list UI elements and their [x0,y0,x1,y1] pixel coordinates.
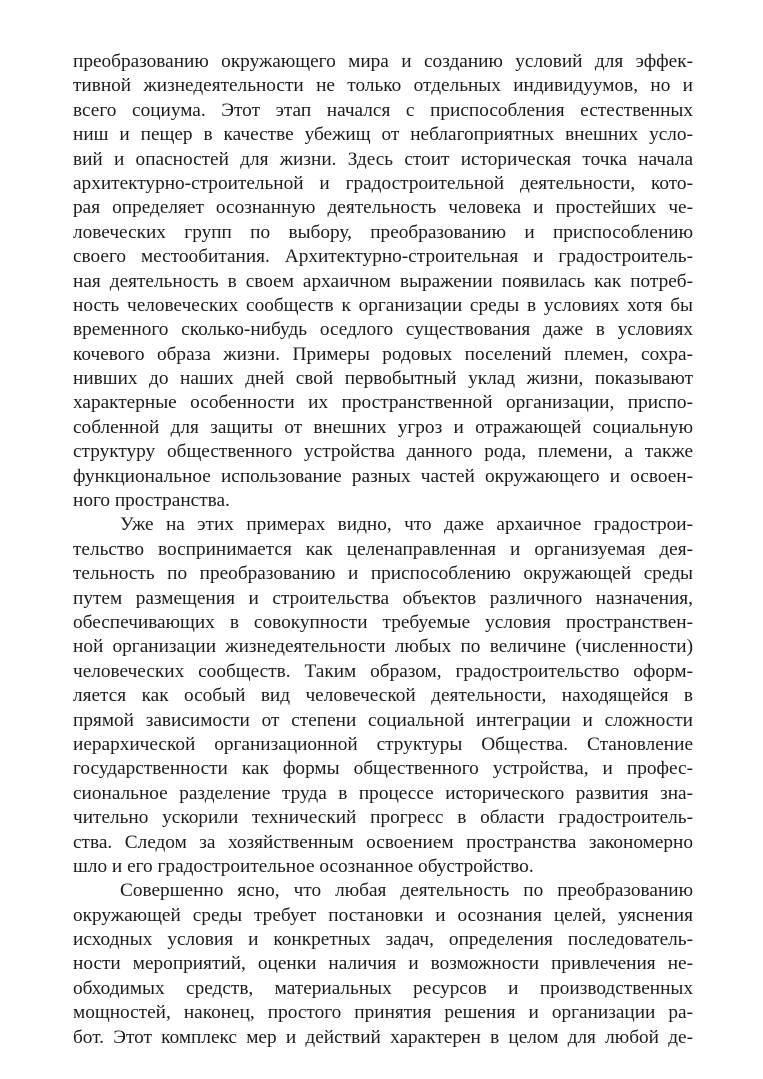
text-line: функциональное использование разных частей окружающего и освоен- [73,465,693,487]
text-line: ного пространства. [73,490,230,512]
document-page [73,50,693,1050]
text-line: тельность по преобразованию и приспособлению окружающей среды [73,563,693,585]
text-line: ной организации жизнедеятельности любых по величине (численности) [73,636,693,658]
text-line: преобразованию окружающего мира и созданию условий для эффек- [73,51,693,72]
text-line: ность человеческих сообществ к организации среды в условиях хотя бы [73,294,693,316]
text-line: Совершенно ясно, что любая деятельность по преобразованию [120,880,693,902]
text-line: бот. Этот комплекс мер и действий характерен в целом для любой де- [73,1026,693,1048]
text-line: характерные особенности их пространственной организации, приспо- [73,392,693,414]
text-line: рая определяет осознанную деятельность человека и простейших че- [73,197,693,219]
text-line: структуру общественного устройства данного рода, племени, а также [73,441,693,463]
text-line: ства. Следом за хозяйственным освоением пространства закономерно [73,831,693,853]
text-line: тельство воспринимается как целенаправленная и организуемая дея- [73,538,693,560]
text-line: сиональное разделение труда в процессе исторического развития зна- [73,782,693,804]
text-line: окружающей среды требует постановки и осознания целей, уяснения [73,904,693,926]
text-line: Уже на этих примерах видно, что даже архаичное градострои- [120,514,693,536]
text-line: тивной жизнедеятельности не только отдельных индивидуумов, но и [73,75,693,97]
text-line: прямой зависимости от степени социальной интеграции и сложности [73,709,693,731]
text-line: ности мероприятий, оценки наличия и возможности привлечения не- [73,953,693,975]
text-line: всего социума. Этот этап начался с приспособления естественных [73,99,693,121]
text-line: собленной для защиты от внешних угроз и отражающей социальную [73,416,693,438]
paragraph-2 [73,513,693,879]
text-line: временного сколько-нибудь оседлого существования даже в условиях [73,319,693,341]
text-line: обеспечивающих в совокупности требуемые условия пространствен- [73,611,693,633]
text-line: своего местообитания. Архитектурно-строительная и градостроитель- [73,246,693,268]
text-line: исходных условия и конкретных задач, определения последователь- [73,929,693,951]
text-line: ниш и пещер в качестве убежищ от неблагоприятных внешних усло- [73,124,693,146]
text-line: мощностей, наконец, простого принятия решения и организации ра- [73,1002,693,1024]
text-line: ляется как особый вид человеческой деятельности, находящейся в [73,685,693,707]
text-line: ная деятельность в своем архаичном выражении появилась как потреб- [73,270,693,292]
text-line: обходимых средств, материальных ресурсов и производственных [73,977,693,999]
text-line: ловеческих групп по выбору, преобразованию и приспособлению [73,221,693,243]
text-line: государственности как формы общественного устройства, и профес- [73,758,693,780]
text-line: вий и опасностей для жизни. Здесь стоит историческая точка начала [73,148,693,170]
paragraph-3 [73,879,693,1050]
text-line: иерархической организационной структуры Общества. Становление [73,733,693,755]
text-line: чительно ускорили технический прогресс в области градостроитель- [73,807,693,829]
text-line: путем размещения и строительства объектов различного назначения, [73,587,693,609]
text-line: человеческих сообществ. Таким образом, градостроительство оформ- [73,660,693,682]
text-line: нивших до наших дней свой первобытный уклад жизни, показывают [73,368,693,390]
text-line: шло и его градостроительное осознанное обустройство. [73,855,534,877]
text-line: кочевого образа жизни. Примеры родовых поселений племен, сохра- [73,343,693,365]
text-line: архитектурно-строительной и градостроительной деятельности, кото- [73,172,693,194]
paragraph-1 [73,50,693,513]
